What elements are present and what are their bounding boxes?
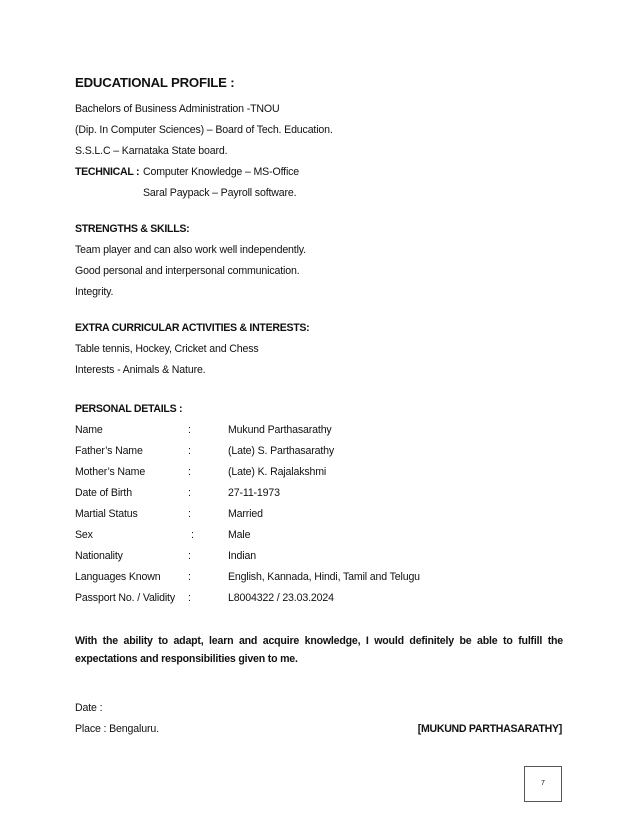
detail-label: Languages Known bbox=[75, 571, 161, 583]
detail-label: Date of Birth bbox=[75, 487, 132, 499]
detail-value: (Late) S. Parthasarathy bbox=[228, 445, 335, 457]
detail-separator: : bbox=[188, 487, 191, 499]
detail-label: Mother’s Name bbox=[75, 466, 146, 478]
page-number: 7 bbox=[541, 780, 545, 787]
extracurricular-line: Interests - Animals & Nature. bbox=[75, 364, 206, 376]
declaration-paragraph: With the ability to adapt, learn and acquire knowledge, I would definitely be able to fulfill the expectations and responsibilities given to me. bbox=[75, 635, 563, 665]
place-line: Place : Bengaluru. bbox=[75, 723, 159, 735]
technical-label: TECHNICAL : bbox=[75, 166, 140, 178]
technical-item: Computer Knowledge – MS-Office bbox=[143, 166, 300, 178]
educational-profile-heading: EDUCATIONAL PROFILE : bbox=[75, 75, 235, 90]
personal-details-heading: PERSONAL DETAILS : bbox=[75, 403, 183, 415]
education-line: Bachelors of Business Administration -TNOU bbox=[75, 103, 280, 115]
detail-separator: : bbox=[188, 571, 191, 583]
strength-line: Team player and can also work well independently. bbox=[75, 244, 306, 256]
strength-line: Good personal and interpersonal communication. bbox=[75, 265, 300, 277]
technical-item: Saral Paypack – Payroll software. bbox=[143, 187, 297, 199]
detail-value: 27-11-1973 bbox=[228, 487, 280, 499]
detail-value: L8004322 / 23.03.2024 bbox=[228, 592, 334, 604]
strengths-heading: STRENGTHS & SKILLS: bbox=[75, 223, 190, 235]
detail-label: Nationality bbox=[75, 550, 123, 562]
education-line: S.S.L.C – Karnataka State board. bbox=[75, 145, 228, 157]
extracurricular-heading: EXTRA CURRICULAR ACTIVITIES & INTERESTS: bbox=[75, 322, 310, 334]
detail-label: Name bbox=[75, 424, 103, 436]
detail-separator: : bbox=[188, 550, 191, 562]
detail-label: Father’s Name bbox=[75, 445, 143, 457]
detail-separator: : bbox=[191, 529, 194, 541]
detail-value: Mukund Parthasarathy bbox=[228, 424, 332, 436]
page-number-box bbox=[524, 766, 562, 802]
date-line: Date : bbox=[75, 702, 103, 714]
detail-separator: : bbox=[188, 508, 191, 520]
signature-name: [MUKUND PARTHASARATHY] bbox=[417, 723, 562, 735]
detail-separator: : bbox=[188, 445, 191, 457]
extracurricular-line: Table tennis, Hockey, Cricket and Chess bbox=[75, 343, 259, 355]
detail-label: Martial Status bbox=[75, 508, 138, 520]
detail-value: (Late) K. Rajalakshmi bbox=[228, 466, 327, 478]
education-line: (Dip. In Computer Sciences) – Board of Tech. Education. bbox=[75, 124, 333, 136]
detail-value: Married bbox=[228, 508, 263, 520]
strength-line: Integrity. bbox=[75, 286, 114, 298]
detail-separator: : bbox=[188, 592, 191, 604]
detail-label: Sex bbox=[75, 529, 93, 541]
detail-value: English, Kannada, Hindi, Tamil and Telugu bbox=[228, 571, 420, 583]
detail-value: Male bbox=[228, 529, 251, 541]
detail-label: Passport No. / Validity bbox=[75, 592, 175, 604]
detail-separator: : bbox=[188, 424, 191, 436]
detail-value: Indian bbox=[228, 550, 256, 562]
detail-separator: : bbox=[188, 466, 191, 478]
